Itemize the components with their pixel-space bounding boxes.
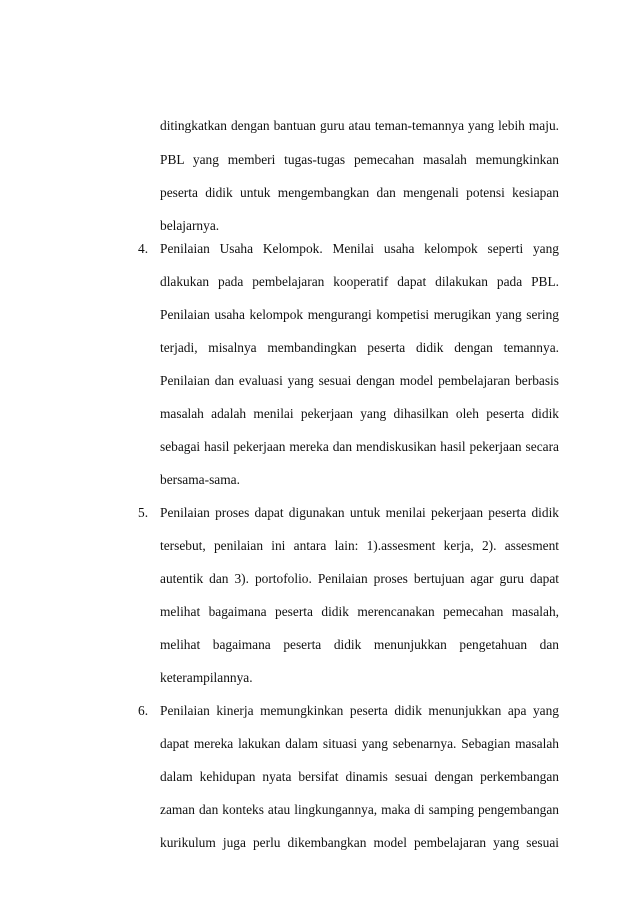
- list-item-number: 4.: [138, 241, 149, 256]
- list-item-line: bersama-sama.: [160, 472, 240, 487]
- list-item-line: Penilaian kinerja memungkinkan peserta didik menunjukkan apa yang: [160, 703, 559, 718]
- list-item-line: dalam kehidupan nyata bersifat dinamis sesuai dengan perkembangan: [160, 769, 559, 784]
- list-item-line: autentik dan 3). portofolio. Penilaian proses bertujuan agar guru dapat: [160, 571, 559, 586]
- list-item-number: 6.: [138, 703, 149, 718]
- list-item-line: masalah adalah menilai pekerjaan yang dihasilkan oleh peserta didik: [160, 406, 559, 421]
- list-item-line: sebagai hasil pekerjaan mereka dan mendiskusikan hasil pekerjaan secara: [160, 439, 559, 454]
- list-item-line: Penilaian proses dapat digunakan untuk menilai pekerjaan peserta didik: [160, 505, 559, 520]
- list-item-line: Penilaian dan evaluasi yang sesuai dengan model pembelajaran berbasis: [160, 373, 559, 388]
- list-item-line: keterampilannya.: [160, 670, 253, 685]
- list-item-number: 5.: [138, 505, 149, 520]
- list-item-line: Penilaian usaha kelompok mengurangi kompetisi merugikan yang sering: [160, 307, 559, 322]
- list-item-line: tersebut, penilaian ini antara lain: 1).assesment kerja, 2). assesment: [160, 538, 559, 553]
- list-item-line: dlakukan pada pembelajaran kooperatif dapat dilakukan pada PBL.: [160, 274, 559, 289]
- list-item-line: zaman dan konteks atau lingkungannya, maka di samping pengembangan: [160, 802, 559, 817]
- paragraph-line: peserta didik untuk mengembangkan dan mengenali potensi kesiapan: [160, 185, 559, 200]
- paragraph-line: belajarnya.: [160, 218, 220, 233]
- list-item-line: melihat bagaimana peserta didik merencanakan pemecahan masalah,: [160, 604, 559, 619]
- paragraph-line: PBL yang memberi tugas-tugas pemecahan masalah memungkinkan: [160, 152, 559, 167]
- list-item-line: melihat bagaimana peserta didik menunjukkan pengetahuan dan: [160, 637, 559, 652]
- paragraph-line: ditingkatkan dengan bantuan guru atau teman-temannya yang lebih maju.: [160, 118, 559, 133]
- list-item-line: Penilaian Usaha Kelompok. Menilai usaha kelompok seperti yang: [160, 241, 559, 256]
- list-item-line: kurikulum juga perlu dikembangkan model pembelajaran yang sesuai: [160, 835, 559, 850]
- list-item-line: terjadi, misalnya membandingkan peserta didik dengan temannya.: [160, 340, 559, 355]
- list-item-line: dapat mereka lakukan dalam situasi yang sebenarnya. Sebagian masalah: [160, 736, 559, 751]
